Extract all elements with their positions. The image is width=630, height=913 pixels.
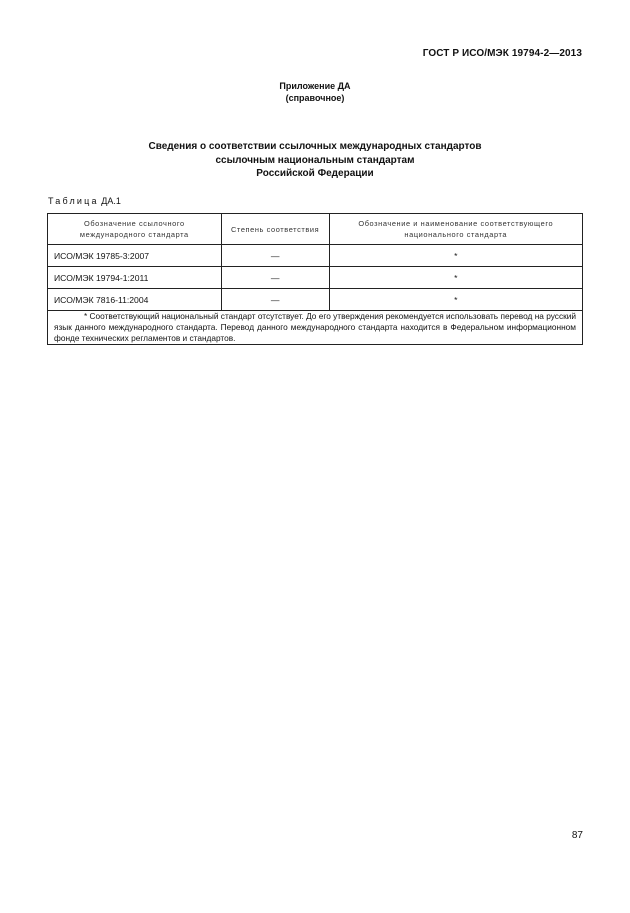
cell-degree: — [221, 245, 329, 267]
cell-intl: ИСО/МЭК 7816-11:2004 [48, 289, 222, 311]
title-line-2: ссылочным национальным стандартам [215, 154, 415, 166]
column-header-intl: Обозначение ссылочного международного стандарта [48, 214, 222, 245]
column-header-national: Обозначение и наименование соответствующего национального стандарта [329, 214, 582, 245]
cell-national: * [329, 267, 582, 289]
column-header-degree: Степень соответствия [221, 214, 329, 245]
table-label-number: ДА.1 [101, 196, 121, 206]
annex-subtitle: (справочное) [285, 93, 345, 103]
table-row [48, 289, 583, 311]
table-footnote-row [48, 311, 583, 345]
page-title [0, 140, 630, 181]
cell-intl: ИСО/МЭК 19785-3:2007 [48, 245, 222, 267]
title-line-3: Российской Федерации [256, 168, 374, 179]
document-code: ГОСТ Р ИСО/МЭК 19794-2—2013 [422, 48, 582, 59]
cell-degree: — [221, 267, 329, 289]
annex-heading [0, 80, 630, 104]
table-footnote [48, 311, 583, 345]
cell-degree: — [221, 289, 329, 311]
table-label [48, 196, 121, 206]
cell-national: * [329, 245, 582, 267]
table-header-row [48, 214, 583, 245]
cell-intl: ИСО/МЭК 19794-1:2011 [48, 267, 222, 289]
table-label-prefix: Таблица [48, 196, 99, 206]
title-line-1: Сведения о соответствии ссылочных международных стандартов [148, 141, 482, 152]
table-row [48, 245, 583, 267]
table-row [48, 267, 583, 289]
annex-title: Приложение ДА [279, 81, 351, 91]
cell-national: * [329, 289, 582, 311]
footnote-text: * Соответствующий национальный стандарт отсутствует. До его утверждения рекомендуется использовать перевод на русский язык данного международного стандарта. Перевод данного международного стандарта находится в Федеральном информационном фонде технических регламентов и стандартов. [54, 311, 576, 343]
page-number: 87 [571, 830, 583, 841]
standards-table [47, 213, 583, 345]
